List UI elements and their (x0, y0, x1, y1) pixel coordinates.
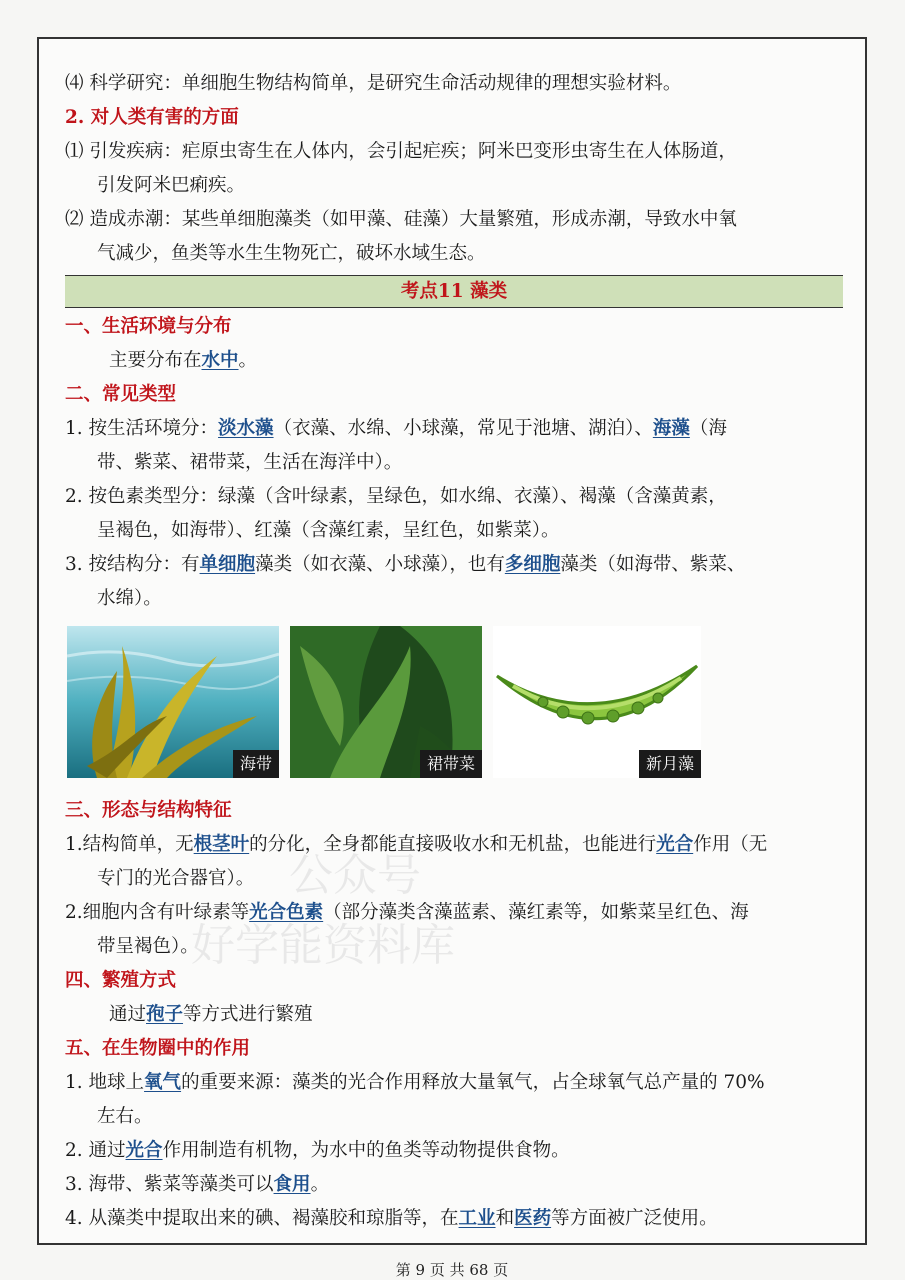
text: 3. 按结构分：有 (65, 554, 200, 575)
keyword: 海藻 (652, 418, 690, 439)
harmful-item-1-cont: 引发阿米巴痢疾。 (97, 175, 246, 196)
text: （部分藻类含藻蓝素、藻红素等，如紫菜呈红色、海 (323, 902, 749, 923)
image-caption: 海带 (233, 750, 279, 778)
section-heading-2: 二、常见类型 (65, 384, 177, 405)
keyword: 食用 (273, 1174, 311, 1195)
text: 等方式进行繁殖 (183, 1004, 313, 1025)
keyword: 氧气 (144, 1072, 182, 1093)
section-heading-1: 一、生活环境与分布 (65, 316, 232, 337)
text: 的分化，全身都能直接吸收水和无机盐，也能进行 (249, 834, 657, 855)
text: 通过 (109, 1004, 147, 1025)
s2-item-3 (65, 548, 843, 582)
harmful-item-2-cont: 气减少，鱼类等水生生物死亡，破坏水域生态。 (97, 243, 486, 264)
s5-item-1 (65, 1066, 843, 1100)
s3-item-2 (65, 896, 843, 930)
harmful-item-1: ⑴ 引发疾病：疟原虫寄生在人体内，会引起疟疾；阿米巴变形虫寄生在人体肠道， (65, 141, 737, 162)
topic-banner: 考点11 藻类 (65, 275, 843, 308)
text: 和 (495, 1208, 515, 1229)
keyword: 医药 (514, 1208, 552, 1229)
section-heading-3: 三、形态与结构特征 (65, 800, 232, 821)
text: （海 (689, 418, 727, 439)
text: 的重要来源：藻类的光合作用释放大量氧气，占全球氧气总产量的 70% (181, 1072, 765, 1093)
image-caption: 裙带菜 (420, 750, 482, 778)
intro-item-4: ⑷ 科学研究：单细胞生物结构简单，是研究生命活动规律的理想实验材料。 (65, 73, 682, 94)
keyword: 孢子 (146, 1004, 184, 1025)
watermark-text: 公众号 (289, 850, 421, 901)
text: 2.细胞内含有叶绿素等 (65, 902, 250, 923)
section-heading-4: 四、繁殖方式 (65, 970, 177, 991)
keyword: 光合色素 (249, 902, 324, 923)
keyword: 工业 (458, 1208, 496, 1229)
page-number: 第 9 页 共 68 页 (395, 1261, 509, 1279)
keyword: 光合 (656, 834, 694, 855)
section-heading-harmful: 2. 对人类有害的方面 (65, 107, 239, 128)
s5-item-2 (65, 1134, 843, 1168)
s4-text (65, 998, 843, 1032)
text: 2. 通过 (65, 1140, 126, 1161)
text: 作用制造有机物，为水中的鱼类等动物提供食物。 (162, 1140, 570, 1161)
s5-item-1-cont: 左右。 (97, 1106, 153, 1127)
text: 作用（无 (693, 834, 768, 855)
section-heading-5: 五、在生物圈中的作用 (65, 1038, 251, 1059)
s3-item-1 (65, 828, 843, 862)
keyword: 水中 (201, 350, 239, 371)
watermark-text: 好学能资料库 (191, 920, 455, 971)
s2-item-3-cont: 水绵）。 (97, 588, 162, 609)
page-content (65, 67, 843, 1236)
s2-item-1 (65, 412, 843, 446)
text: 等方面被广泛使用。 (551, 1208, 718, 1229)
text: 3. 海带、紫菜等藻类可以 (65, 1174, 274, 1195)
text: 藻类（如海带、紫菜、 (560, 554, 746, 575)
s2-item-2-cont: 呈褐色，如海带）、红藻（含藻红素，呈红色，如紫菜）。 (97, 520, 560, 541)
keyword: 单细胞 (199, 554, 256, 575)
text: （衣藻、水绵、小球藻，常见于池塘、湖泊）、 (273, 418, 653, 439)
harmful-item-2: ⑵ 造成赤潮：某些单细胞藻类（如甲藻、硅藻）大量繁殖，形成赤潮，导致水中氧 (65, 209, 737, 230)
s3-item-1-cont: 专门的光合器官）。 (97, 868, 255, 889)
keyword: 多细胞 (504, 554, 561, 575)
text: 1. 地球上 (65, 1072, 145, 1093)
s5-item-4 (65, 1202, 843, 1236)
keyword: 根茎叶 (193, 834, 250, 855)
s2-item-2: 2. 按色素类型分：绿藻（含叶绿素，呈绿色，如水绵、衣藻）、褐藻（含藻黄素， (65, 486, 727, 507)
algae-image-row (65, 626, 843, 788)
s2-item-1-cont: 带、紫菜、裙带菜，生活在海洋中）。 (97, 452, 403, 473)
s3-item-2-cont: 带呈褐色）。 (97, 936, 199, 957)
kelp-image (67, 626, 279, 778)
text: 。 (310, 1174, 330, 1195)
text: 4. 从藻类中提取出来的碘、褐藻胶和琼脂等，在 (65, 1208, 459, 1229)
text: 。 (238, 350, 258, 371)
text: 1.结构简单，无 (65, 834, 194, 855)
wakame-image (290, 626, 482, 778)
s5-item-3 (65, 1168, 843, 1202)
s1-text (65, 344, 843, 378)
document-page (37, 37, 867, 1279)
keyword: 淡水藻 (218, 418, 274, 439)
closterium-image (493, 626, 701, 778)
text: 1. 按生活环境分： (65, 418, 219, 439)
text: 藻类（如衣藻、小球藻），也有 (255, 554, 505, 575)
keyword: 光合 (125, 1140, 163, 1161)
text: 主要分布在 (109, 350, 202, 371)
image-caption: 新月藻 (639, 750, 701, 778)
